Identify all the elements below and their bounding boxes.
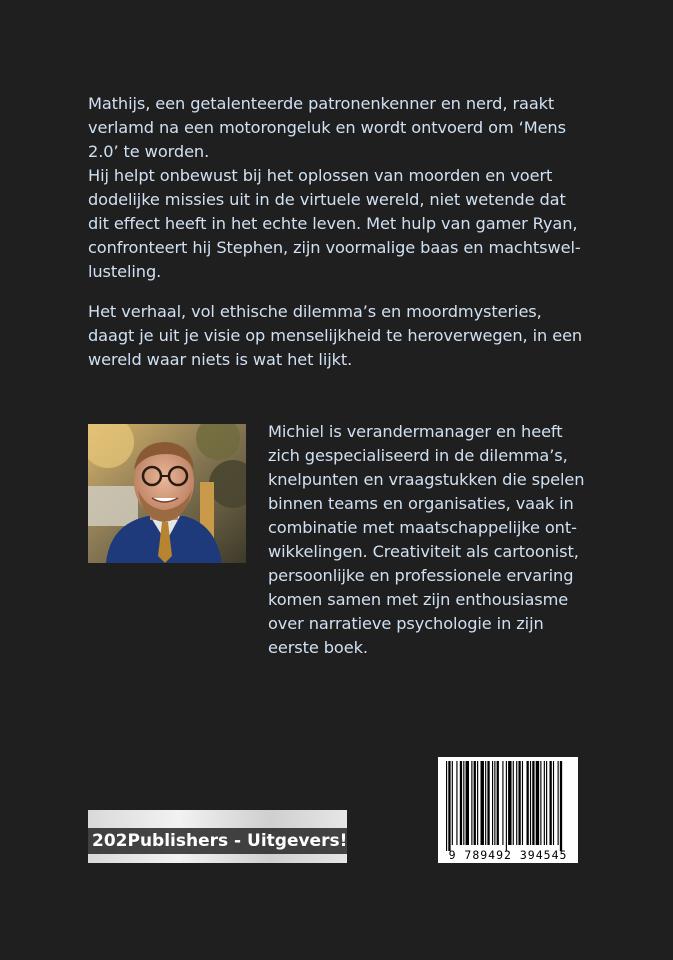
author-bio: Michiel is verandermanager en heeft zich gespecialiseerd in de dilemma’s, knelpunten en vraagstukken die spelen binnen teams en organisaties, vaak in combinatie met maatschappelijke ont-wikkelingen. Creativiteit als cartoonist, persoonlijke en professionele ervaring komen samen met zijn enthousiasme over narratieve psychologie in zijn eerste boek. (268, 422, 585, 657)
author-photo (88, 424, 246, 563)
publisher-logo (88, 810, 347, 863)
blurb-paragraph-2: Hij helpt onbewust bij het oplossen van moorden en voert dodelijke missies uit in de virtuele wereld, niet wetende dat dit effect heeft in het echte leven. Met hulp van gamer Ryan, confronteert hij Stephen, zijn voormalige baas en machtswel-lusteling. (88, 166, 581, 281)
blurb-paragraph-3: Het verhaal, vol ethische dilemma’s en moordmysteries, daagt je uit je visie op menselijkheid te heroverwegen, in een wereld waar niets is wat het lijkt. (88, 302, 583, 369)
blurb-paragraph-1: Mathijs, een getalenteerde patronenkenner en nerd, raakt verlamd na een motorongeluk en wordt ontvoerd om ‘Mens 2.0’ te worden. (88, 94, 566, 161)
isbn-barcode (438, 757, 578, 863)
blurb-top (88, 92, 588, 284)
publisher-name: 202Publishers - Uitgevers! (92, 831, 347, 851)
blurb-bottom (88, 300, 588, 372)
isbn-number: 9 789492 394545 (448, 848, 568, 862)
